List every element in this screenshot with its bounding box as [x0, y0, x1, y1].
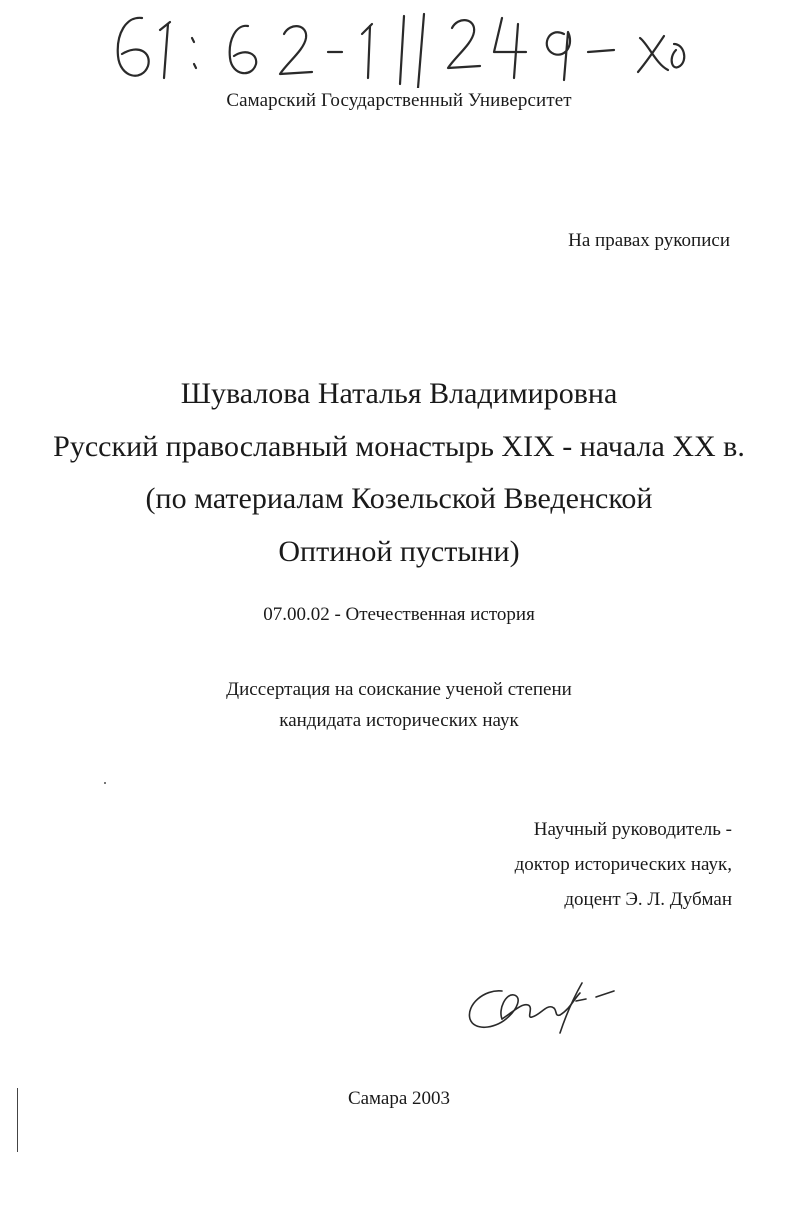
dissertation-title-line-3: Оптиной пустыни)	[278, 534, 520, 568]
supervisor-line-1: Научный руководитель -	[533, 819, 732, 840]
specialty-code: 07.00.02 - Отечественная история	[263, 604, 535, 625]
degree-line-2: кандидата исторических наук	[279, 710, 519, 731]
dissertation-title-line-2: (по материалам Козельской Введенской	[145, 482, 653, 515]
city-and-year: Самара 2003	[347, 1088, 451, 1109]
dissertation-title-line-1: Русский православный монастырь XIX - начала XX в.	[53, 429, 745, 463]
handwritten-signature	[462, 975, 632, 1037]
manuscript-rights-note: На правах рукописи	[568, 230, 730, 251]
scientific-supervisor	[515, 812, 732, 917]
handwritten-catalog-stamp	[108, 4, 698, 88]
supervisor-line-3: доцент Э. Л. Дубман	[564, 889, 732, 910]
degree-line-1: Диссертация на соискание ученой степени	[226, 679, 572, 700]
author-name: Шувалова Наталья Владимировна	[180, 377, 618, 410]
university-name: Самарский Государственный Университет	[226, 90, 572, 111]
supervisor-line-2: доктор исторических наук,	[514, 854, 732, 875]
title-block	[0, 368, 798, 578]
scan-speck	[104, 782, 106, 784]
scan-margin-line	[17, 1088, 18, 1152]
degree-statement	[0, 674, 798, 736]
